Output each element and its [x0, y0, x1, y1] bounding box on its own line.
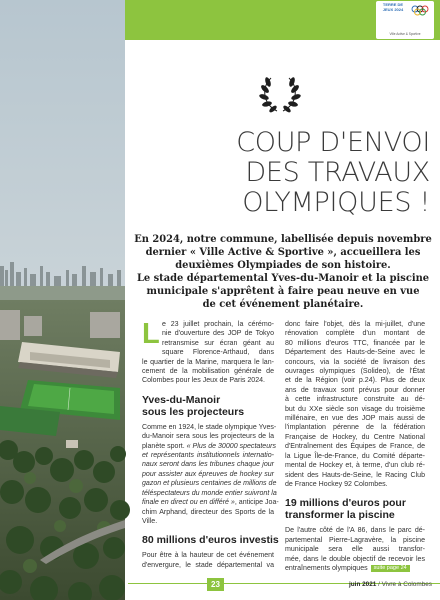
article-title — [128, 128, 430, 218]
body-line: l'implantation pérenne de la fédération — [285, 424, 425, 432]
body-line: d'envergure, le stade départemental va — [142, 561, 274, 569]
section-heading-80-millions — [142, 534, 279, 547]
quote-line: et représentants institutionnels internatio- — [142, 452, 274, 460]
title-line: OLYMPIQUES ! — [242, 187, 430, 218]
quote-line: téléspectateurs du monde entier suivront la — [142, 489, 277, 497]
quote-start: « Plus de 30000 spectateurs — [186, 442, 276, 450]
body-line: de France Hockey 92 Colombes. — [285, 480, 388, 488]
body-line: millénaire, en vue des JOP mais aussi de — [285, 415, 425, 423]
laurel-wreath-icon — [259, 74, 301, 114]
heading-line: transformer la piscine — [285, 509, 395, 522]
body-line: chim Arphand, directeur des Sports de la — [142, 508, 274, 516]
olympic-rings-icon — [410, 4, 430, 18]
article-column-right — [285, 320, 425, 573]
body-line: Colombes pour les Jeux de Paris 2024. — [142, 377, 265, 385]
investment-paragraph — [142, 551, 274, 570]
heading-line: 19 millions d'euros pour — [285, 497, 406, 510]
quote-end: finale en direct ou en différé » — [142, 499, 235, 507]
body-line: municipale sera elle aussi transfor- — [285, 546, 425, 554]
body-line: Comme en 1924, le stade olympique Yves- — [142, 423, 277, 431]
continued-page-link[interactable]: suite page 24 — [371, 565, 410, 572]
body-line: et de la Région (voir p.24). Plus de deux — [285, 377, 425, 385]
body-line — [142, 498, 279, 507]
body-line: à cette infrastructure construite au dé- — [285, 396, 425, 404]
pool-paragraph — [285, 526, 425, 573]
article-column-left — [142, 318, 279, 570]
title-line: DES TRAVAUX — [245, 157, 430, 188]
body-line: Pour être à la hauteur de cet événement — [142, 552, 274, 560]
body-line: cement de la mobilisation générale de — [142, 368, 274, 376]
heading-line: sous les projecteurs — [142, 405, 245, 418]
body-line: but du XXe siècle son visage du troisième — [285, 405, 425, 413]
body-line: Département des Hauts-de-Seine avec le — [285, 349, 425, 357]
body-line — [285, 564, 425, 573]
terre-de-jeux-logo — [376, 1, 434, 39]
intro-paragraph — [142, 320, 274, 386]
body-line: le quartier de la Marine, marquera le lan- — [142, 358, 274, 366]
body-line: concours, via la société de livraison des — [285, 358, 425, 366]
body-line: mental de Hockey et, à terme, d'un club ré- — [285, 462, 425, 470]
body-line: retransmise sur écran géant au — [162, 339, 274, 347]
title-line: COUP D'ENVOI — [236, 127, 430, 158]
body-line: du-Manoir sera sous les projecteurs de la — [142, 433, 274, 441]
body-line — [142, 442, 274, 451]
body-line: e 23 juillet prochain, la cérémo- — [162, 321, 274, 328]
page-number: 23 — [207, 578, 224, 591]
lead-line: deuxièmes Olympiades de son histoire. — [175, 259, 391, 271]
lead-line: Le stade départemental Yves-du-Manoir et la piscine — [136, 272, 430, 284]
lead-line: municipale s'apprêtent à faire peau neuve en vue — [146, 285, 420, 297]
quote-line: pour assister aux épreuves de hockey sur — [142, 470, 274, 478]
body-line: partemental Pierre-Lagravère, la piscine — [285, 536, 425, 544]
body-line: Française de Hockey, du Centre National — [285, 433, 425, 441]
quote-line: naux seront dans les tribunes chaque jour — [142, 461, 274, 469]
body-line: ans de travaux sont prévus pour donner — [285, 386, 425, 394]
footer-issue: juin 2021 / Vivre à Colombes — [348, 581, 432, 588]
body-text: planète sport. — [142, 442, 187, 450]
article-lead — [130, 234, 436, 311]
body-line: rénovation complète d'un montant de — [285, 330, 425, 338]
heading-line: Yves-du-Manoir — [142, 393, 221, 406]
body-line: square Florence-Arthaud, dans — [162, 349, 274, 357]
body-line: ouvrages olympiques (Solideo), de l'État — [285, 368, 425, 376]
body-line: De l'autre côté de l'A 86, dans le parc dé- — [285, 527, 425, 535]
lead-line: de cet événement planétaire. — [202, 298, 364, 310]
body-line: sident des Hauts-de-Seine, le Racing Club — [285, 471, 425, 479]
body-text: entraînements olympiques — [285, 564, 368, 572]
lead-line: En 2024, notre commune, labellisée depuis novembre — [134, 234, 432, 245]
logo-label: Ville Active & Sportive — [389, 32, 421, 37]
logo-brand-text: TERRE DE JEUX 2024 — [382, 2, 404, 12]
drop-cap: L — [142, 318, 160, 350]
body-line: mée, dans le double objectif de recevoir les — [285, 555, 425, 563]
stadium-aerial-photo — [0, 0, 125, 600]
heading-line: 80 millions d'euros investis — [142, 534, 279, 547]
magazine-name: Vivre à Colombes — [381, 581, 432, 588]
body-line: donc faire l'objet, dès la mi-juillet, d'une — [285, 321, 425, 328]
body-line: Ville. — [142, 517, 158, 525]
body-line: la Ligue Île-de-France, du Comité départe- — [285, 452, 425, 460]
body-text: , anticipe Joa- — [234, 499, 279, 507]
section-heading-piscine — [285, 497, 425, 521]
stadium-paragraph — [142, 423, 279, 526]
body-line: nie d'ouverture des JOP de Tokyo — [162, 330, 274, 338]
body-line: 80 millions d'euros TTC, financée par le — [285, 339, 425, 347]
issue-date: juin 2021 — [348, 581, 377, 588]
quote-line: gazon et plusieurs centaines de millions de — [142, 480, 277, 488]
renovation-paragraph — [285, 320, 425, 489]
section-heading-yves-du-manoir — [142, 394, 274, 418]
lead-line: dernier « Ville Active & Sportive », accueillera les — [145, 246, 421, 258]
body-line: d'Entraînement des Équipes de France, de — [285, 443, 425, 451]
